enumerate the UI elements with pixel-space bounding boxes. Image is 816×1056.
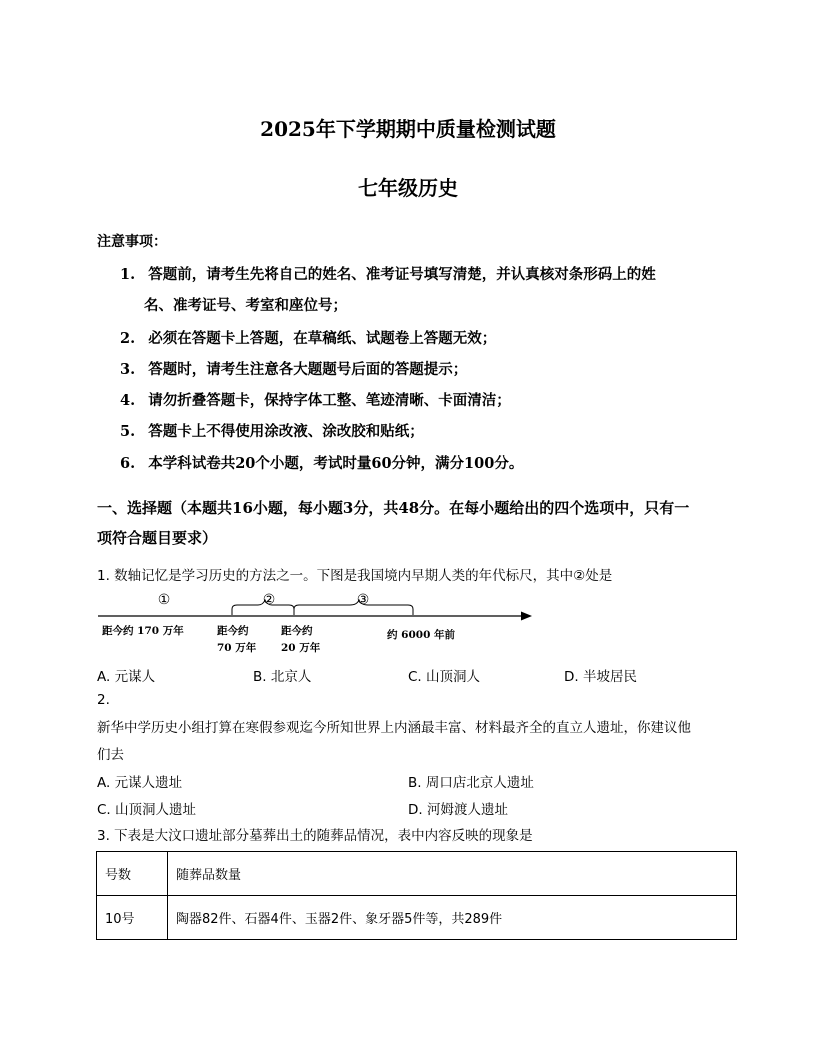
- notice-text: 答题时，请考生注意各大题题号后面的答题提示；: [148, 361, 468, 378]
- mark-1: ①: [157, 592, 171, 608]
- table-cell: 10号: [97, 896, 168, 940]
- question-1-stem: 1. 数轴记忆是学习历史的方法之一。下图是我国境内早期人类的年代标尺，其中②处是: [97, 568, 613, 584]
- question-2-stem-cont: 们去: [97, 747, 124, 763]
- label-170: 距今约 170 万年: [102, 625, 184, 637]
- label-6000: 约 6000 年前: [387, 629, 456, 641]
- notice-number: 3.: [120, 361, 136, 378]
- section-heading-cont: 项符合题目要求）: [97, 529, 218, 547]
- label-70-b: 70 万年: [217, 642, 257, 654]
- label-70-a: 距今约: [217, 625, 249, 637]
- q2-option-d: D. 河姆渡人遗址: [408, 802, 508, 818]
- notice-number: 1.: [120, 266, 136, 283]
- question-2-stem: 新华中学历史小组打算在寒假参观迄今所知世界上内涵最丰富、材料最齐全的直立人遗址，你建议他: [97, 720, 691, 736]
- notice-item-3: [120, 358, 467, 379]
- notice-item-6: [120, 452, 523, 473]
- notice-number: 2.: [120, 330, 136, 347]
- brace-3: [294, 600, 413, 615]
- table-header-row: [97, 852, 737, 896]
- notice-text: 答题前，请考生先将自己的姓名、准考证号填写清楚，并认真核对条形码上的姓: [148, 266, 656, 283]
- q1-option-a: A. 元谋人: [97, 669, 156, 685]
- notice-heading: 注意事项：: [97, 234, 167, 250]
- notice-text: 请勿折叠答题卡，保持字体工整、笔迹清晰、卡面清洁；: [148, 392, 511, 409]
- notice-item-4: [120, 389, 511, 410]
- timeline-figure: [96, 588, 536, 658]
- exam-subtitle: 七年级历史: [358, 176, 458, 200]
- table-header-cell: 号数: [97, 852, 168, 896]
- section-heading: 一、选择题（本题共16小题，每小题3分，共48分。在每小题给出的四个选项中，只有一: [97, 499, 690, 517]
- question-2-number: 2.: [97, 692, 110, 708]
- notice-number: 5.: [120, 423, 136, 440]
- notice-item-1-cont: 名、准考证号、考室和座位号；: [144, 297, 347, 314]
- mark-3: ③: [356, 592, 370, 608]
- question-3-stem: 3. 下表是大汶口遗址部分墓葬出土的随葬品情况，表中内容反映的现象是: [97, 828, 533, 844]
- q2-option-b: B. 周口店北京人遗址: [408, 775, 534, 791]
- notice-number: 6.: [120, 455, 136, 472]
- notice-text: 答题卡上不得使用涂改液、涂改胶和贴纸；: [148, 423, 424, 440]
- notice-item-5: [120, 420, 424, 441]
- notice-item-2: [120, 327, 496, 348]
- label-20-a: 距今约: [281, 625, 313, 637]
- exam-title: 2025年下学期期中质量检测试题: [260, 117, 556, 141]
- notice-text: 必须在答题卡上答题，在草稿纸、试题卷上答题无效；: [148, 330, 497, 347]
- q1-option-b: B. 北京人: [253, 669, 312, 685]
- label-20-b: 20 万年: [281, 642, 321, 654]
- grave-goods-table: [96, 851, 737, 940]
- table-header-cell: 随葬品数量: [168, 852, 737, 896]
- notice-number: 4.: [120, 392, 136, 409]
- notice-text: 本学科试卷共20个小题，考试时量60分钟，满分100分。: [148, 455, 524, 472]
- timeline-arrow: [521, 612, 532, 621]
- q1-option-d: D. 半坡居民: [564, 669, 637, 685]
- mark-2: ②: [262, 592, 276, 608]
- notice-item-1: [120, 263, 656, 284]
- table-row: [97, 896, 737, 940]
- q2-option-a: A. 元谋人遗址: [97, 775, 183, 791]
- q2-option-c: C. 山顶洞人遗址: [97, 802, 197, 818]
- table-cell: 陶器82件、石器4件、玉器2件、象牙器5件等，共289件: [168, 896, 737, 940]
- q1-option-c: C. 山顶洞人: [408, 669, 481, 685]
